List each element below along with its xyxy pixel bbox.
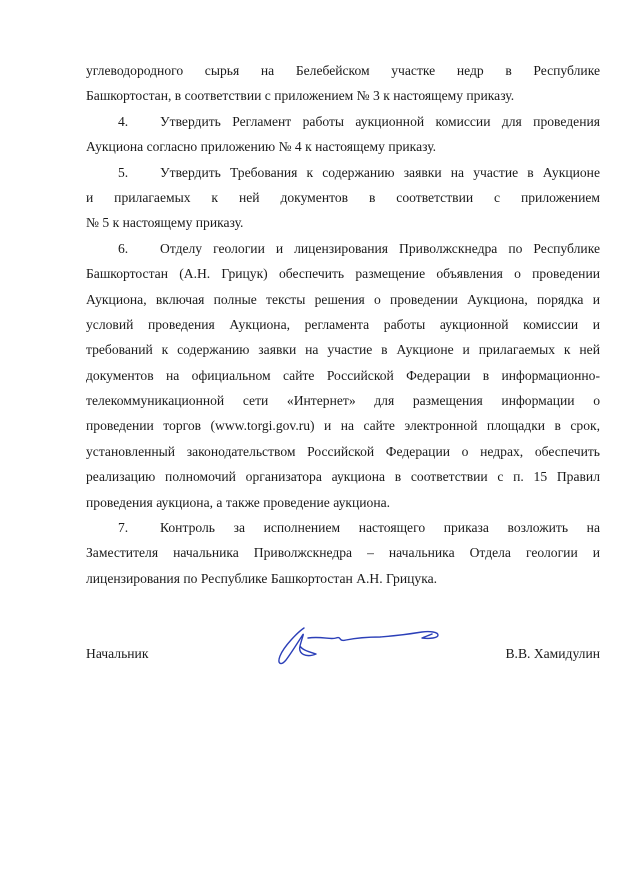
item-number: 7. bbox=[118, 520, 129, 536]
numbered-paragraph-6-first-line bbox=[86, 236, 600, 261]
signature-block bbox=[86, 620, 600, 680]
text-line: Заместителя начальника Приволжскнедра – начальника Отдела геологии и bbox=[86, 545, 600, 561]
numbered-paragraph-5-first-line bbox=[86, 160, 600, 185]
text-line: проведения аукциона, а также проведение аукциона. bbox=[86, 494, 391, 510]
text-line: документов на официальном сайте Российской Федерации в информационно- bbox=[86, 367, 600, 383]
item-number: 6. bbox=[118, 240, 129, 256]
text-line: № 5 к настоящему приказу. bbox=[86, 215, 244, 231]
numbered-paragraph-4-first-line bbox=[86, 109, 600, 134]
text-line: требований к содержанию заявки на участие в Аукционе и прилагаемых к ней bbox=[86, 342, 600, 358]
document-body bbox=[86, 58, 600, 591]
text-line: лицензирования по Республике Башкортостан А.Н. Грицука. bbox=[86, 570, 438, 586]
item-number: 5. bbox=[118, 164, 129, 180]
signatory-title: Начальник bbox=[86, 646, 149, 661]
text-line: Башкортостан (А.Н. Грицук) обеспечить размещение объявления о проведении bbox=[86, 266, 600, 282]
text-line: углеводородного сырья на Белебейском участке недр в Республике bbox=[86, 63, 600, 78]
signatory-name: В.В. Хамидулин bbox=[505, 646, 600, 661]
text-line: телекоммуникационной сети «Интернет» для размещения информации о bbox=[86, 393, 600, 409]
text-line: установленный законодательством Российской Федерации о недрах, обеспечить bbox=[86, 443, 600, 459]
text-line: Аукциона, включая полные тексты решения о проведении Аукциона, порядка и bbox=[86, 291, 600, 307]
item-number: 4. bbox=[118, 113, 129, 129]
text-line: Утвердить Требования к содержанию заявки на участие в Аукционе bbox=[160, 164, 600, 180]
text-line: и прилагаемых к ней документов в соответствии с приложением bbox=[86, 189, 600, 205]
numbered-paragraph-7-first-line bbox=[86, 515, 600, 540]
text-line: условий проведения Аукциона, регламента работы аукционной комиссии и bbox=[86, 316, 600, 332]
text-line: Отделу геологии и лицензирования Приволжскнедра по Республике bbox=[160, 240, 600, 256]
text-line: Утвердить Регламент работы аукционной комиссии для проведения bbox=[160, 113, 600, 129]
text-line: реализацию полномочий организатора аукциона в соответствии с п. 15 Правил bbox=[86, 469, 600, 485]
text-line: Контроль за исполнением настоящего приказа возложить на bbox=[160, 520, 600, 536]
text-line: Башкортостан, в соответствии с приложением № 3 к настоящему приказу. bbox=[86, 88, 515, 104]
handwritten-signature bbox=[272, 620, 452, 680]
text-line: Аукциона согласно приложению № 4 к настоящему приказу. bbox=[86, 139, 437, 155]
text-line: проведении торгов (www.torgi.gov.ru) и на сайте электронной площадки в срок, bbox=[86, 418, 600, 434]
